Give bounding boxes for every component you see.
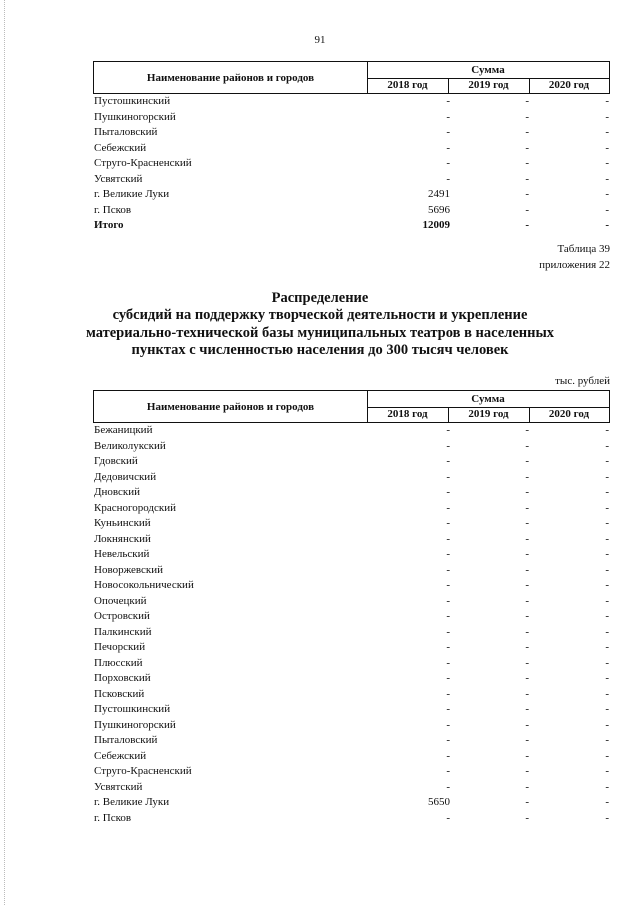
row-2019: - — [525, 610, 529, 622]
row-2020: - — [605, 188, 609, 200]
row-2019: - — [525, 424, 529, 436]
table-1-body — [93, 94, 610, 218]
row-2020: - — [605, 455, 609, 467]
table-row — [93, 141, 610, 157]
row-2018: - — [446, 532, 450, 545]
row-2020: - — [605, 656, 609, 669]
row-2018: - — [446, 594, 450, 607]
row-2018: - — [446, 656, 450, 669]
row-2018: - — [446, 141, 450, 154]
total-2019: - — [525, 219, 529, 231]
row-name: Куньинский — [94, 517, 151, 529]
table-row — [93, 687, 610, 703]
row-2018: 5696 — [428, 203, 450, 216]
row-2019: - — [525, 501, 529, 514]
row-2018: - — [446, 517, 450, 529]
table-row — [93, 156, 610, 172]
row-2020: - — [605, 95, 609, 107]
row-2018: - — [446, 610, 450, 622]
row-name: Локнянский — [94, 532, 151, 545]
table-row — [93, 454, 610, 470]
table-row — [93, 203, 610, 219]
row-2018: - — [446, 501, 450, 514]
row-2020: - — [605, 718, 609, 731]
row-2020: - — [605, 594, 609, 607]
table-row — [93, 733, 610, 749]
total-2020: - — [605, 219, 609, 231]
row-2018: - — [446, 749, 450, 762]
row-2019: - — [525, 110, 529, 123]
row-2020: - — [605, 110, 609, 123]
row-name: Гдовский — [94, 455, 138, 467]
row-2020: - — [605, 157, 609, 169]
row-2020: - — [605, 203, 609, 216]
row-2019: - — [525, 172, 529, 185]
row-name: Невельский — [94, 548, 150, 560]
row-2018: - — [446, 811, 450, 824]
row-2019: - — [525, 455, 529, 467]
table-row — [93, 439, 610, 455]
row-2018: - — [446, 672, 450, 684]
header-sum: Сумма — [367, 62, 609, 79]
row-2020: - — [605, 780, 609, 793]
table-row — [93, 501, 610, 517]
table-caption-appendix: приложения 22 — [539, 259, 610, 271]
row-2018: - — [446, 625, 450, 638]
row-2020: - — [605, 141, 609, 154]
row-2018: - — [446, 95, 450, 107]
table-2-body — [93, 423, 610, 826]
table-1-total-row — [93, 218, 610, 234]
row-2020: - — [605, 811, 609, 824]
table-2-header — [93, 390, 610, 423]
row-2020: - — [605, 734, 609, 746]
header-year-2020: 2020 год — [548, 408, 590, 420]
row-2019: - — [525, 188, 529, 200]
row-name: Островский — [94, 610, 150, 622]
row-2020: - — [605, 687, 609, 700]
row-2020: - — [605, 563, 609, 576]
header-sum: Сумма — [367, 391, 609, 408]
table-row — [93, 656, 610, 672]
table-row — [93, 811, 610, 827]
row-name: Пустошкинский — [94, 703, 171, 715]
row-2019: - — [525, 470, 529, 483]
row-name: Опочецкий — [94, 594, 147, 607]
row-2018: - — [446, 548, 450, 560]
total-2018: 12009 — [422, 219, 450, 231]
row-2018: - — [446, 734, 450, 746]
title-line-4: пунктах с численностью населения до 300 тысяч человек — [131, 342, 509, 358]
row-name: Плюсский — [94, 656, 143, 669]
row-2018: - — [446, 110, 450, 123]
row-name: Себежский — [94, 749, 147, 762]
table-row — [93, 640, 610, 656]
row-name: Струго-Красненский — [94, 765, 192, 777]
row-2019: - — [525, 548, 529, 560]
row-2018: - — [446, 687, 450, 700]
table-row — [93, 110, 610, 126]
header-year-2020: 2020 год — [548, 79, 590, 91]
table-row — [93, 609, 610, 625]
row-2019: - — [525, 579, 529, 591]
table-row — [93, 532, 610, 548]
row-2019: - — [525, 141, 529, 154]
table-row — [93, 423, 610, 439]
table-row — [93, 563, 610, 579]
row-2020: - — [605, 610, 609, 622]
row-2020: - — [605, 172, 609, 185]
row-2020: - — [605, 424, 609, 436]
row-2019: - — [525, 703, 529, 715]
table-caption-number: Таблица 39 — [557, 243, 610, 255]
row-name: Усвятский — [94, 780, 143, 793]
row-2020: - — [605, 625, 609, 638]
row-name: Струго-Красненский — [94, 157, 192, 169]
units-label: тыс. рублей — [555, 375, 610, 387]
row-2020: - — [605, 486, 609, 498]
row-2019: - — [525, 594, 529, 607]
table-1-header — [93, 61, 610, 94]
total-label: Итого — [94, 219, 124, 231]
row-2020: - — [605, 517, 609, 529]
row-2020: - — [605, 765, 609, 777]
table-row — [93, 470, 610, 486]
header-year-2019: 2019 год — [468, 408, 509, 420]
row-2019: - — [525, 625, 529, 638]
row-2018: - — [446, 126, 450, 138]
row-2018: - — [446, 641, 450, 653]
row-name: Порховский — [94, 672, 151, 684]
row-name: Новосокольнический — [94, 579, 194, 591]
row-2020: - — [605, 439, 609, 452]
row-2019: - — [525, 486, 529, 498]
row-2020: - — [605, 501, 609, 514]
row-2019: - — [525, 563, 529, 576]
row-2018: - — [446, 470, 450, 483]
row-2020: - — [605, 672, 609, 684]
row-name: Дновский — [94, 486, 141, 498]
row-name: Печорский — [94, 641, 146, 653]
row-name: Усвятский — [94, 172, 143, 185]
title-line-1: Распределение — [271, 290, 369, 306]
table-row — [93, 485, 610, 501]
row-name: г. Псков — [94, 811, 132, 824]
table-row — [93, 516, 610, 532]
table-row — [93, 718, 610, 734]
table-row — [93, 749, 610, 765]
row-name: Себежский — [94, 141, 147, 154]
row-2019: - — [525, 780, 529, 793]
row-2020: - — [605, 796, 609, 808]
header-name-column: Наименование районов и городов — [146, 400, 315, 413]
row-name: Красногородский — [94, 501, 177, 514]
row-2018: - — [446, 563, 450, 576]
table-row — [93, 125, 610, 141]
row-name: г. Великие Луки — [94, 188, 170, 200]
row-2019: - — [525, 517, 529, 529]
row-name: Палкинский — [94, 625, 152, 638]
row-2019: - — [525, 796, 529, 808]
row-2019: - — [525, 532, 529, 545]
row-2019: - — [525, 95, 529, 107]
header-name-column: Наименование районов и городов — [146, 71, 315, 84]
row-2020: - — [605, 548, 609, 560]
scan-margin-line — [4, 0, 5, 905]
row-2019: - — [525, 749, 529, 762]
row-2020: - — [605, 703, 609, 715]
table-row — [93, 702, 610, 718]
row-name: Новоржевский — [94, 563, 164, 576]
row-2019: - — [525, 126, 529, 138]
row-2019: - — [525, 687, 529, 700]
row-2018: - — [446, 157, 450, 169]
table-row — [93, 547, 610, 563]
table-row — [93, 671, 610, 687]
table-1 — [93, 61, 610, 234]
row-name: Пушкиногорский — [94, 718, 176, 731]
table-row — [93, 94, 610, 110]
row-2020: - — [605, 749, 609, 762]
row-name: Великолукский — [94, 439, 166, 452]
table-row — [93, 795, 610, 811]
page-number: 91 — [314, 34, 326, 46]
row-2019: - — [525, 765, 529, 777]
header-year-2018: 2018 год — [387, 408, 428, 420]
title-line-3: материально-технической базы муниципальных театров в населенных — [85, 325, 555, 341]
row-2018: - — [446, 172, 450, 185]
row-2020: - — [605, 641, 609, 653]
row-2018: - — [446, 579, 450, 591]
row-2018: 2491 — [428, 188, 450, 200]
table-row — [93, 780, 610, 796]
table-row — [93, 764, 610, 780]
row-2018: - — [446, 439, 450, 452]
table-row — [93, 594, 610, 610]
row-name: Пыталовский — [94, 734, 158, 746]
row-2018: - — [446, 703, 450, 715]
row-2019: - — [525, 641, 529, 653]
row-name: Пушкиногорский — [94, 110, 176, 123]
table-row — [93, 625, 610, 641]
row-name: г. Псков — [94, 203, 132, 216]
row-name: Бежаницкий — [94, 424, 153, 436]
table-row — [93, 187, 610, 203]
table-2 — [93, 390, 610, 826]
row-2018: - — [446, 486, 450, 498]
row-2019: - — [525, 157, 529, 169]
row-name: г. Великие Луки — [94, 796, 170, 808]
title-line-2: субсидий на поддержку творческой деятельности и укрепление — [112, 307, 528, 323]
row-2020: - — [605, 579, 609, 591]
row-2019: - — [525, 439, 529, 452]
header-year-2019: 2019 год — [468, 79, 509, 91]
row-2018: - — [446, 765, 450, 777]
row-name: Пустошкинский — [94, 95, 171, 107]
row-2019: - — [525, 656, 529, 669]
row-2019: - — [525, 811, 529, 824]
header-year-2018: 2018 год — [387, 79, 428, 91]
row-2018: 5650 — [428, 796, 450, 808]
row-2019: - — [525, 734, 529, 746]
row-2020: - — [605, 126, 609, 138]
row-2019: - — [525, 203, 529, 216]
row-2019: - — [525, 672, 529, 684]
table-row — [93, 172, 610, 188]
row-2018: - — [446, 424, 450, 436]
row-2018: - — [446, 455, 450, 467]
row-2019: - — [525, 718, 529, 731]
table-row — [93, 578, 610, 594]
row-2018: - — [446, 718, 450, 731]
row-2018: - — [446, 780, 450, 793]
row-name: Дедовичский — [94, 470, 157, 483]
row-name: Пыталовский — [94, 126, 158, 138]
row-2020: - — [605, 532, 609, 545]
row-2020: - — [605, 470, 609, 483]
row-name: Псковский — [94, 687, 145, 700]
